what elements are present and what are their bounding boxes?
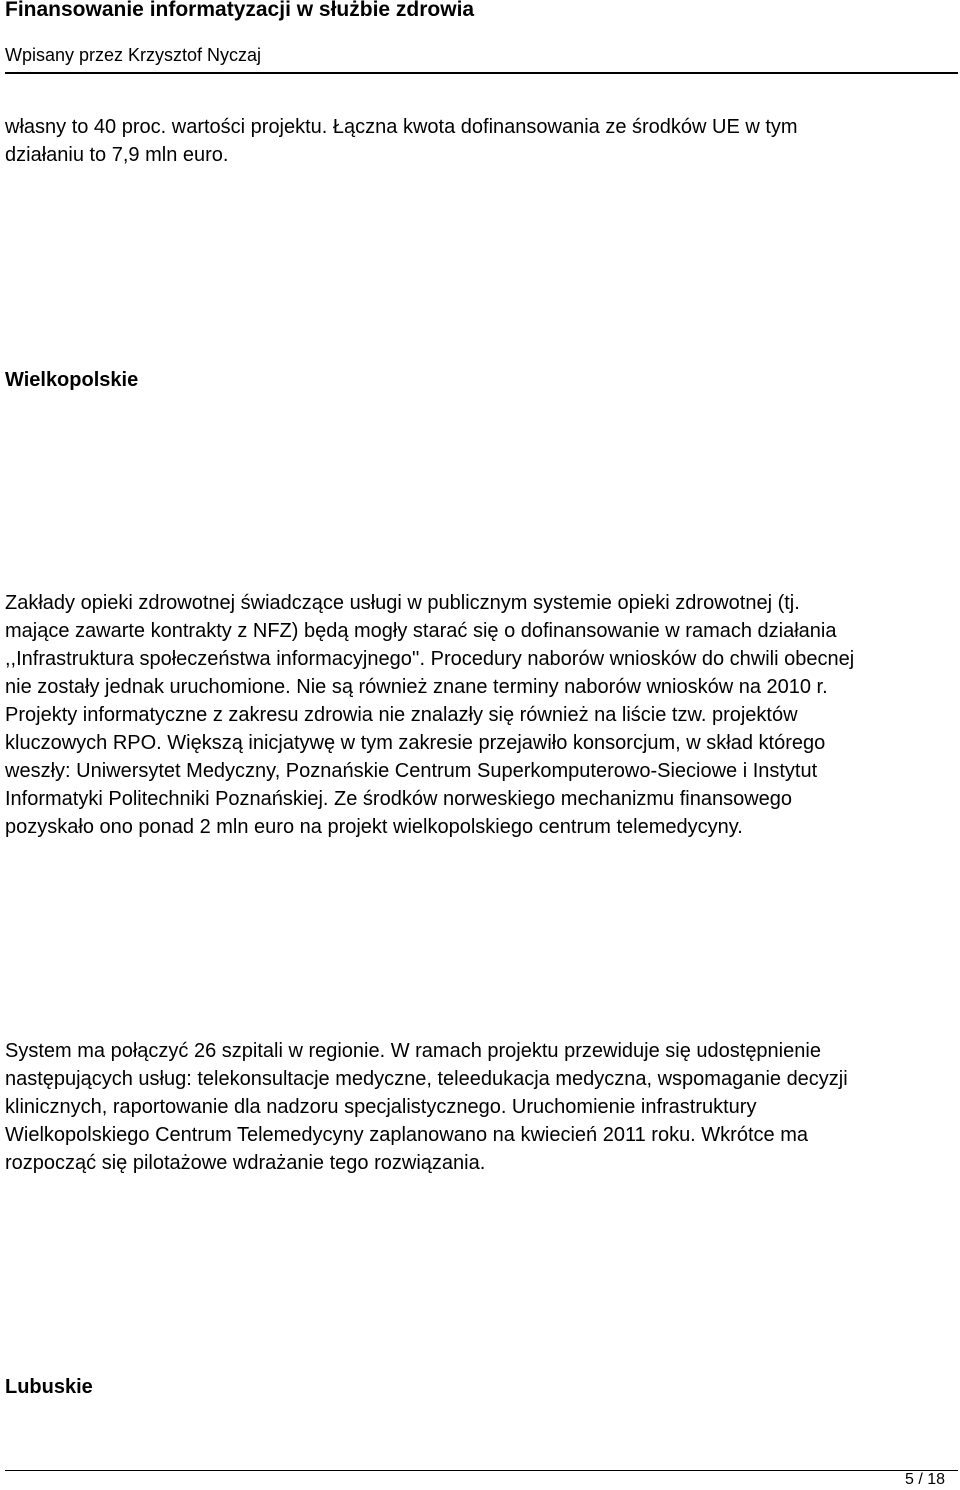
text-line: System ma połączyć 26 szpitali w regionie. W ramach projektu przewiduje się udostępnienie xyxy=(5,1040,821,1062)
text-line: rozpocząć się pilotażowe wdrażanie tego rozwiązania. xyxy=(5,1152,486,1174)
page-number: 5 / 18 xyxy=(904,1471,945,1488)
paragraph-telemedicine-system xyxy=(5,1037,957,1177)
text-line: Wielkopolskiego Centrum Telemedycyny zaplanowano na kwiecień 2011 roku. Wkrótce ma xyxy=(5,1124,808,1146)
footer-divider xyxy=(5,1470,958,1471)
text-line: klinicznych, raportowanie dla nadzoru specjalistycznego. Uruchomienie infrastruktury xyxy=(5,1096,757,1118)
header-divider xyxy=(5,72,958,74)
text-line: mające zawarte kontrakty z NFZ) będą mogły starać się o dofinansowanie w ramach działania xyxy=(5,620,837,642)
text-line: nie zostały jednak uruchomione. Nie są również znane terminy naborów wniosków na 2010 r. xyxy=(5,676,828,698)
text-line: ,,Infrastruktura społeczeństwa informacyjnego''. Procedury naborów wniosków do chwili obecnej xyxy=(5,648,855,670)
document-author: Wpisany przez Krzysztof Nyczaj xyxy=(5,45,262,65)
paragraph-wielkopolskie-funding xyxy=(5,589,957,841)
text-line: następujących usług: telekonsultacje medyczne, teleedukacja medyczna, wspomaganie decyzji xyxy=(5,1068,848,1090)
section-heading-wielkopolskie: Wielkopolskie xyxy=(5,369,139,391)
text-line: własny to 40 proc. wartości projektu. Łączna kwota dofinansowania ze środków UE w tym xyxy=(5,116,798,138)
text-line: weszły: Uniwersytet Medyczny, Poznańskie Centrum Superkomputerowo-Sieciowe i Instytut xyxy=(5,760,818,782)
text-line: pozyskało ono ponad 2 mln euro na projekt wielkopolskiego centrum telemedycyny. xyxy=(5,816,743,838)
text-line: działaniu to 7,9 mln euro. xyxy=(5,144,229,166)
document-title: Finansowanie informatyzacji w służbie zdrowia xyxy=(5,0,475,21)
text-line: kluczowych RPO. Większą inicjatywę w tym zakresie przejawiło konsorcjum, w skład którego xyxy=(5,732,826,754)
paragraph-project-funding xyxy=(5,113,957,169)
text-line: Informatyki Politechniki Poznańskiej. Ze środków norweskiego mechanizmu finansowego xyxy=(5,788,793,810)
text-line: Projekty informatyczne z zakresu zdrowia nie znalazły się również na liście tzw. projektów xyxy=(5,704,798,726)
section-heading-lubuskie: Lubuskie xyxy=(5,1376,93,1398)
text-line: Zakłady opieki zdrowotnej świadczące usługi w publicznym systemie opieki zdrowotnej (tj. xyxy=(5,592,800,614)
